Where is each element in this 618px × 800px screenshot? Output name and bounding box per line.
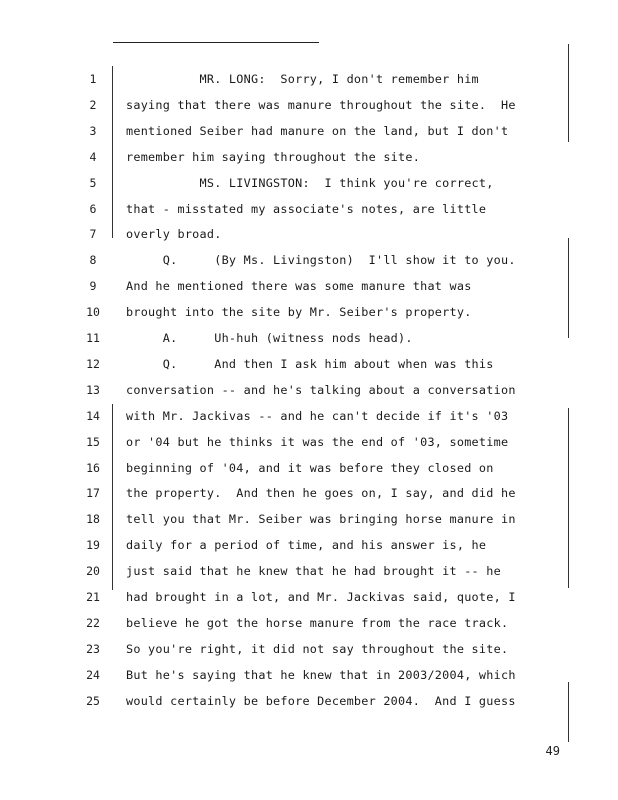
line-number: 7 xyxy=(89,227,97,242)
transcript-line: the property. And then he goes on, I say, and did he xyxy=(126,486,516,501)
transcript-line: daily for a period of time, and his answer is, he xyxy=(126,538,487,553)
line-number: 20 xyxy=(86,564,100,579)
margin-bar-right-top xyxy=(568,44,569,142)
top-rule xyxy=(113,42,319,43)
transcript-line: So you're right, it did not say throughout the site. xyxy=(126,641,509,656)
margin-bar-left-middle xyxy=(112,404,113,590)
line-number: 23 xyxy=(86,641,100,656)
line-number: 11 xyxy=(86,331,100,345)
line-number: 15 xyxy=(86,434,100,449)
line-number: 8 xyxy=(89,253,97,268)
line-number: 17 xyxy=(86,486,100,501)
transcript-line: with Mr. Jackivas -- and he can't decide if it's '03 xyxy=(126,408,509,423)
transcript-line: that - misstated my associate's notes, are little xyxy=(126,201,487,216)
transcript-line: mentioned Seiber had manure on the land, but I don't xyxy=(126,123,509,138)
transcript-line: overly broad. xyxy=(126,227,222,242)
transcript-line: And he mentioned there was some manure that was xyxy=(126,279,472,294)
line-number: 9 xyxy=(89,279,97,294)
transcript-line: remember him saying throughout the site. xyxy=(126,149,421,164)
transcript-line: believe he got the horse manure from the race track. xyxy=(126,615,509,630)
transcript-line: brought into the site by Mr. Seiber's property. xyxy=(126,305,472,320)
transcript-line: or '04 but he thinks it was the end of '03, sometime xyxy=(126,434,509,449)
line-number: 1 xyxy=(89,72,97,86)
page-number: 49 xyxy=(545,744,560,758)
transcript-line: beginning of '04, and it was before they closed on xyxy=(126,460,494,475)
line-number: 14 xyxy=(86,408,100,423)
transcript-line: A. Uh-huh (witness nods head). xyxy=(126,331,413,345)
line-number: 4 xyxy=(89,149,97,164)
margin-bar-left xyxy=(112,66,113,238)
line-number: 24 xyxy=(86,667,100,682)
transcript-line: had brought in a lot, and Mr. Jackivas said, quote, I xyxy=(126,590,516,604)
transcript-line: tell you that Mr. Seiber was bringing horse manure in xyxy=(126,512,516,527)
line-number: 5 xyxy=(89,175,97,190)
transcript-line: Q. And then I ask him about when was this xyxy=(126,356,494,371)
transcript-line: would certainly be before December 2004. And I guess xyxy=(126,693,516,708)
transcript-line: MR. LONG: Sorry, I don't remember him xyxy=(126,72,479,86)
margin-bar-right-bottom xyxy=(568,682,569,742)
transcript-line: just said that he knew that he had brought it -- he xyxy=(126,564,501,579)
margin-bar-right-lower xyxy=(568,408,569,588)
transcript-line: Q. (By Ms. Livingston) I'll show it to you. xyxy=(126,253,516,268)
line-number: 6 xyxy=(89,201,97,216)
line-number: 10 xyxy=(86,305,100,320)
line-number: 21 xyxy=(86,590,100,604)
transcript-line: conversation -- and he's talking about a conversation xyxy=(126,382,516,397)
line-number: 16 xyxy=(86,460,100,475)
line-number: 19 xyxy=(86,538,100,553)
line-number: 12 xyxy=(86,356,100,371)
transcript-line: MS. LIVINGSTON: I think you're correct, xyxy=(126,175,494,190)
transcript-line: But he's saying that he knew that in 2003/2004, which xyxy=(126,667,516,682)
line-number: 25 xyxy=(86,693,100,708)
line-number: 22 xyxy=(86,615,100,630)
line-number: 18 xyxy=(86,512,100,527)
line-number: 3 xyxy=(89,123,97,138)
transcript-line: saying that there was manure throughout the site. He xyxy=(126,97,516,112)
margin-bar-right-middle xyxy=(568,238,569,338)
line-number: 13 xyxy=(86,382,100,397)
line-number: 2 xyxy=(89,97,97,112)
